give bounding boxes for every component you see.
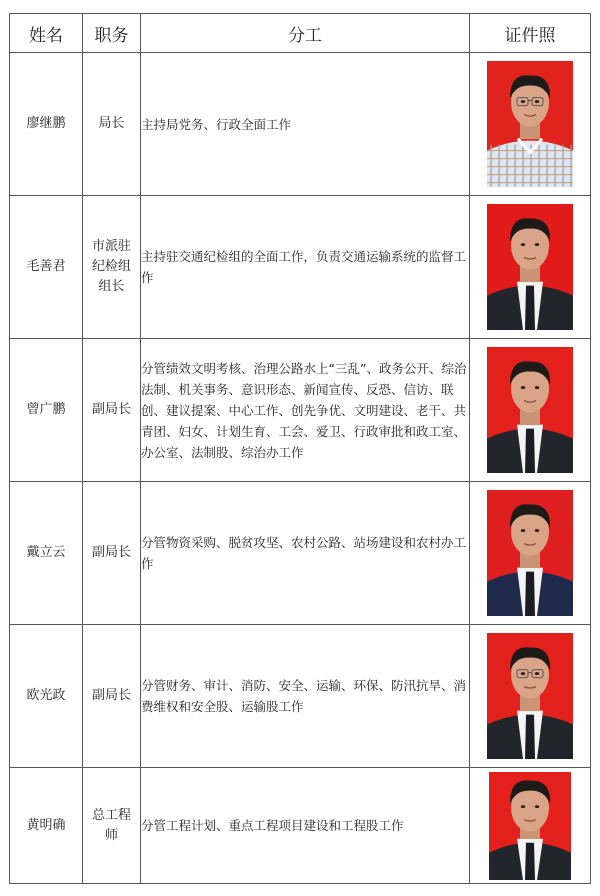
table-row bbox=[10, 768, 591, 884]
portrait-image bbox=[487, 633, 573, 759]
person-duty: 分管财务、审计、消防、安全、运输、环保、防汛抗旱、消费维权和安全股、运输股工作 bbox=[141, 625, 470, 768]
portrait-image bbox=[487, 347, 573, 473]
portrait-image bbox=[487, 61, 573, 187]
header-photo: 证件照 bbox=[470, 14, 591, 53]
header-role: 职务 bbox=[83, 14, 141, 53]
portrait-image bbox=[489, 772, 571, 880]
table-row bbox=[10, 625, 591, 768]
table-row bbox=[10, 339, 591, 482]
person-duty: 主持局党务、行政全面工作 bbox=[141, 53, 470, 196]
person-name: 黄明确 bbox=[10, 768, 83, 884]
person-role: 总工程师 bbox=[83, 768, 141, 884]
person-role: 市派驻纪检组组长 bbox=[83, 196, 141, 339]
table-row bbox=[10, 482, 591, 625]
person-name: 戴立云 bbox=[10, 482, 83, 625]
person-duty: 分管物资采购、脱贫攻坚、农村公路、站场建设和农村办工作 bbox=[141, 482, 470, 625]
header-name: 姓名 bbox=[10, 14, 83, 53]
person-name: 曾广鹏 bbox=[10, 339, 83, 482]
person-name: 毛善君 bbox=[10, 196, 83, 339]
id-photo bbox=[470, 625, 591, 768]
id-photo bbox=[470, 196, 591, 339]
portrait-image bbox=[487, 204, 573, 330]
person-duty: 分管工程计划、重点工程项目建设和工程股工作 bbox=[141, 768, 470, 884]
person-duty: 分管绩效文明考核、治理公路水上“三乱”、政务公开、综治法制、机关事务、意识形态、新闻宣传、反恐、信访、联创、建议提案、中心工作、创先争优、文明建设、老干、共青团、妇女、计划生育、工会、爱卫、行政审批和政工室、办公室、法制股、综治办工作 bbox=[141, 339, 470, 482]
person-name: 廖继鹏 bbox=[10, 53, 83, 196]
person-name: 欧光政 bbox=[10, 625, 83, 768]
person-role: 副局长 bbox=[83, 625, 141, 768]
person-role: 局长 bbox=[83, 53, 141, 196]
person-role: 副局长 bbox=[83, 339, 141, 482]
staff-table bbox=[9, 13, 591, 884]
id-photo bbox=[470, 339, 591, 482]
id-photo bbox=[470, 768, 591, 884]
header-duty: 分工 bbox=[141, 14, 470, 53]
person-role: 副局长 bbox=[83, 482, 141, 625]
header-row bbox=[10, 14, 591, 53]
person-duty: 主持驻交通纪检组的全面工作，负责交通运输系统的监督工作 bbox=[141, 196, 470, 339]
table-row bbox=[10, 196, 591, 339]
id-photo bbox=[470, 53, 591, 196]
table-row bbox=[10, 53, 591, 196]
portrait-image bbox=[487, 490, 573, 616]
id-photo bbox=[470, 482, 591, 625]
